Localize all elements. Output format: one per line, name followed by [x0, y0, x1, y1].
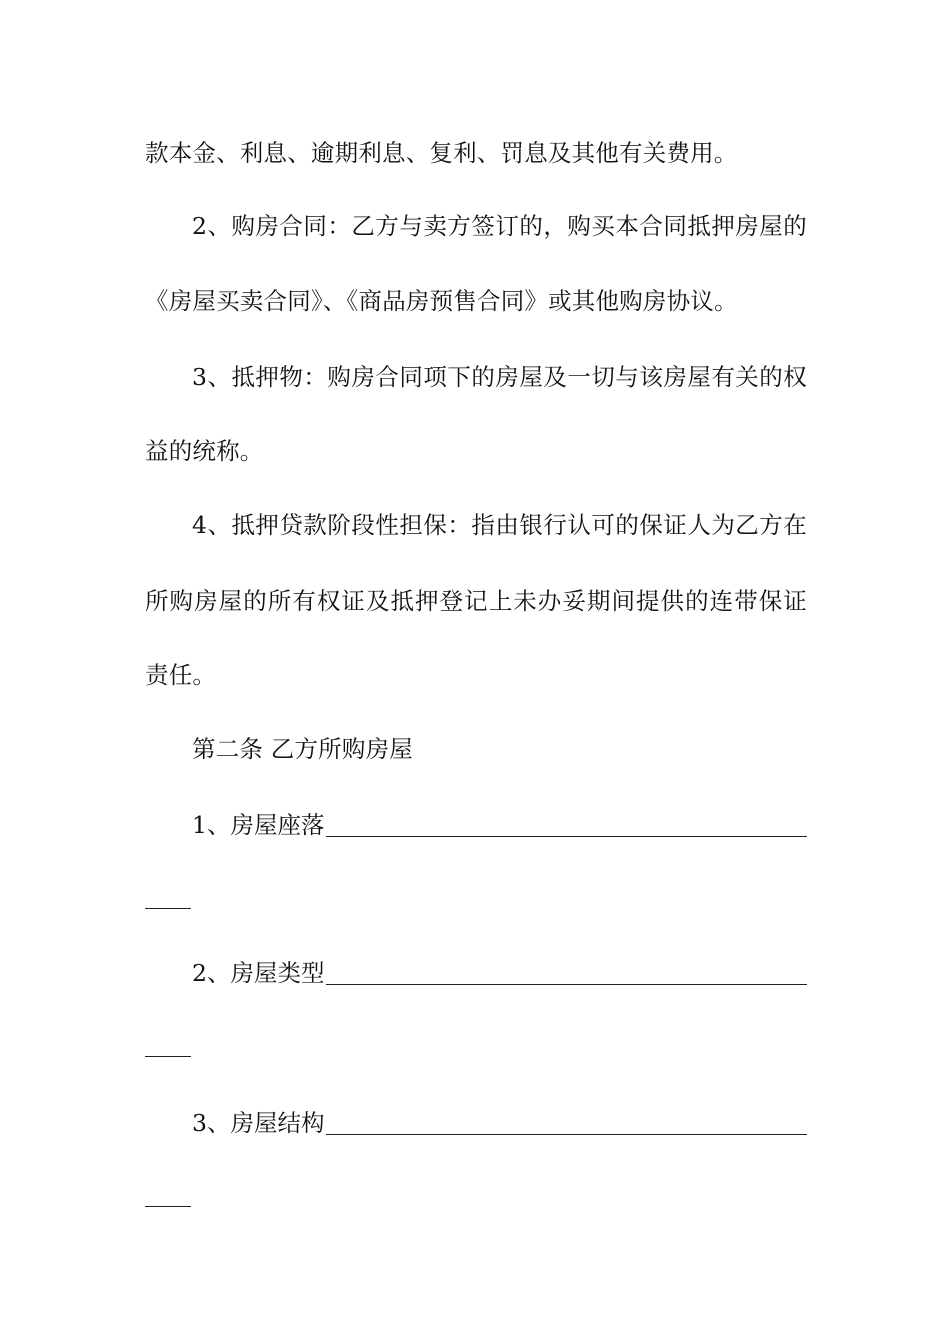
- paragraph-line: 责任。: [145, 661, 217, 689]
- paragraph-line: 款本金、利息、逾期利息、复利、罚息及其他有关费用。: [145, 139, 738, 167]
- paragraph-line: 3、抵押物：购房合同项下的房屋及一切与该房屋有关的权: [192, 363, 807, 391]
- fill-in-blank-continuation[interactable]: [145, 907, 191, 909]
- section-heading: 第二条 乙方所购房屋: [192, 735, 413, 763]
- field-row-type: [192, 953, 807, 993]
- fill-in-blank[interactable]: [326, 835, 807, 837]
- field-label: 1、房屋座落: [192, 811, 325, 839]
- field-label: 2、房屋类型: [192, 959, 325, 987]
- paragraph-line: 益的统称。: [145, 437, 264, 465]
- paragraph-line: 《房屋买卖合同》、《商品房预售合同》或其他购房协议。: [145, 287, 738, 315]
- field-label: 3、房屋结构: [192, 1109, 325, 1137]
- fill-in-blank-continuation[interactable]: [145, 1055, 191, 1057]
- fill-in-blank-continuation[interactable]: [145, 1205, 191, 1207]
- field-row-structure: [192, 1103, 807, 1143]
- paragraph-line: 4、抵押贷款阶段性担保：指由银行认可的保证人为乙方在: [192, 511, 807, 539]
- paragraph-line: 所购房屋的所有权证及抵押登记上未办妥期间提供的连带保证: [145, 587, 807, 615]
- field-row-location: [192, 805, 807, 845]
- paragraph-line: 2、购房合同：乙方与卖方签订的，购买本合同抵押房屋的: [192, 212, 807, 240]
- fill-in-blank[interactable]: [326, 983, 807, 985]
- fill-in-blank[interactable]: [326, 1133, 807, 1135]
